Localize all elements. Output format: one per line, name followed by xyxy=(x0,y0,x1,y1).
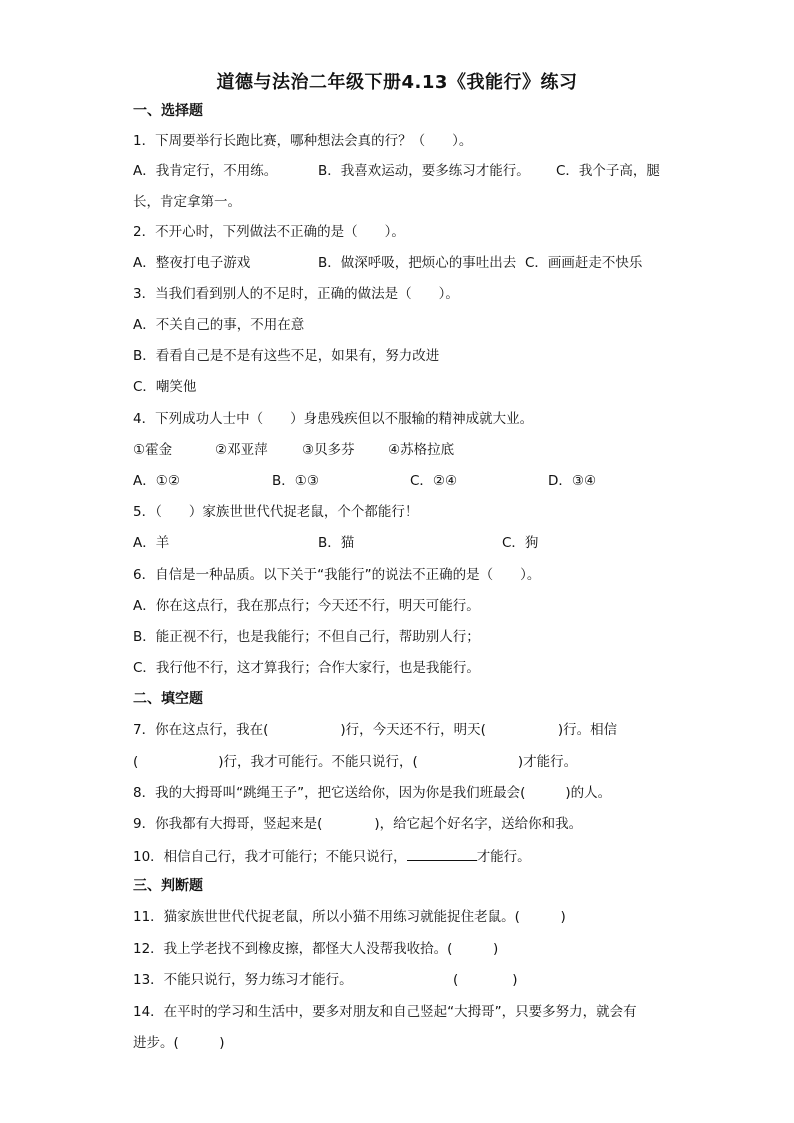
question-13: 13．不能只说行，努力练习才能行。 xyxy=(133,972,353,988)
question-9 xyxy=(133,814,582,834)
question-7-part-5: )行，我才可能行。不能只说行，( xyxy=(218,754,418,770)
question-8-part-2: )的人。 xyxy=(565,785,612,801)
question-6-option-a: A．你在这点行，我在那点行；今天还不行，明天可能行。 xyxy=(133,598,480,614)
question-2-option-b: B．做深呼吸，把烦心的事吐出去 xyxy=(318,255,517,271)
question-3-option-c: C．嘲笑他 xyxy=(133,379,197,395)
question-4-item-4: ④苏格拉底 xyxy=(388,442,455,458)
question-10 xyxy=(133,846,531,867)
question-2-option-a: A．整夜打电子游戏 xyxy=(133,255,251,271)
question-10-part-1: 10．相信自己行，我才可能行；不能只说行， xyxy=(133,849,407,865)
question-9-part-2: )，给它起个好名字，送给你和我。 xyxy=(374,816,583,832)
question-8-part-1: 8．我的大拇哥叫“跳绳王子”，把它送给你，因为你是我们班最会( xyxy=(133,785,526,801)
question-2-stem: 2．不开心时，下列做法不正确的是（ ）。 xyxy=(133,224,405,240)
question-7-line-2 xyxy=(133,752,577,772)
question-7-part-4: ( xyxy=(133,754,139,770)
question-7-part-6: )才能行。 xyxy=(517,754,578,770)
section-heading-fill-blank: 二、填空题 xyxy=(133,691,203,707)
question-7-line-1 xyxy=(133,720,617,740)
section-heading-true-false: 三、判断题 xyxy=(133,878,203,894)
question-4-item-3: ③贝多芬 xyxy=(302,442,355,458)
question-9-part-1: 9．你我都有大拇哥，竖起来是( xyxy=(133,816,323,832)
question-13-answer-paren[interactable]: ( ) xyxy=(453,972,518,988)
question-4-option-c: C．②④ xyxy=(410,473,458,489)
question-1-option-c: C．我个子高，腿 xyxy=(556,163,660,179)
question-12: 12．我上学老找不到橡皮擦，都怪大人没帮我收拾。( ) xyxy=(133,941,499,957)
question-4-stem: 4．下列成功人士中（ ）身患残疾但以不服输的精神成就大业。 xyxy=(133,411,534,427)
question-4-option-b: B．①③ xyxy=(272,473,319,489)
section-heading-choice: 一、选择题 xyxy=(133,103,203,119)
question-5-option-b: B．猫 xyxy=(318,535,355,551)
question-5-stem: 5．（ ）家族世世代代捉老鼠，个个都能行！ xyxy=(133,504,419,520)
question-4-item-2: ②邓亚萍 xyxy=(215,442,268,458)
question-7-part-3: )行。相信 xyxy=(557,722,618,738)
question-1-option-c-continued: 长，肯定拿第一。 xyxy=(133,194,241,210)
question-10-part-2: 才能行。 xyxy=(476,849,531,865)
question-14-line-2: 进步。( ) xyxy=(133,1035,225,1051)
question-1-option-a: A．我肯定行，不用练。 xyxy=(133,163,278,179)
question-2-option-c: C．画画赶走不快乐 xyxy=(525,255,643,271)
question-1-option-b: B．我喜欢运动，要多练习才能行。 xyxy=(318,163,530,179)
question-3-stem: 3．当我们看到别人的不足时，正确的做法是（ ）。 xyxy=(133,286,459,302)
question-5-option-c: C．狗 xyxy=(502,535,539,551)
question-8 xyxy=(133,783,611,803)
question-6-option-c: C．我行他不行，这才算我行；合作大家行，也是我能行。 xyxy=(133,660,480,676)
question-7-part-1: 7．你在这点行，我在( xyxy=(133,722,269,738)
question-6-option-b: B．能正视不行，也是我能行；不但自己行，帮助别人行； xyxy=(133,629,480,645)
question-14-line-1: 14．在平时的学习和生活中，要多对朋友和自己竖起“大拇哥”，只要多努力，就会有 xyxy=(133,1004,637,1020)
question-4-option-a: A．①② xyxy=(133,473,180,489)
question-6-stem: 6．自信是一种品质。以下关于“我能行”的说法不正确的是（ ）。 xyxy=(133,567,541,583)
question-1-stem: 1．下周要举行长跑比赛，哪种想法会真的行？（ ）。 xyxy=(133,133,473,149)
question-7-part-2: )行，今天还不行，明天( xyxy=(340,722,486,738)
question-4-option-d: D．③④ xyxy=(548,473,597,489)
question-10-blank-underline[interactable] xyxy=(407,846,477,861)
question-3-option-a: A．不关自己的事，不用在意 xyxy=(133,317,305,333)
question-3-option-b: B．看看自己是不是有这些不足，如果有，努力改进 xyxy=(133,348,440,364)
question-4-item-1: ①霍金 xyxy=(133,442,173,458)
question-5-option-a: A．羊 xyxy=(133,535,170,551)
question-11: 11．猫家族世世代代捉老鼠，所以小猫不用练习就能捉住老鼠。( ) xyxy=(133,909,566,925)
page-title: 道德与法治二年级下册4.13《我能行》练习 xyxy=(216,72,578,93)
